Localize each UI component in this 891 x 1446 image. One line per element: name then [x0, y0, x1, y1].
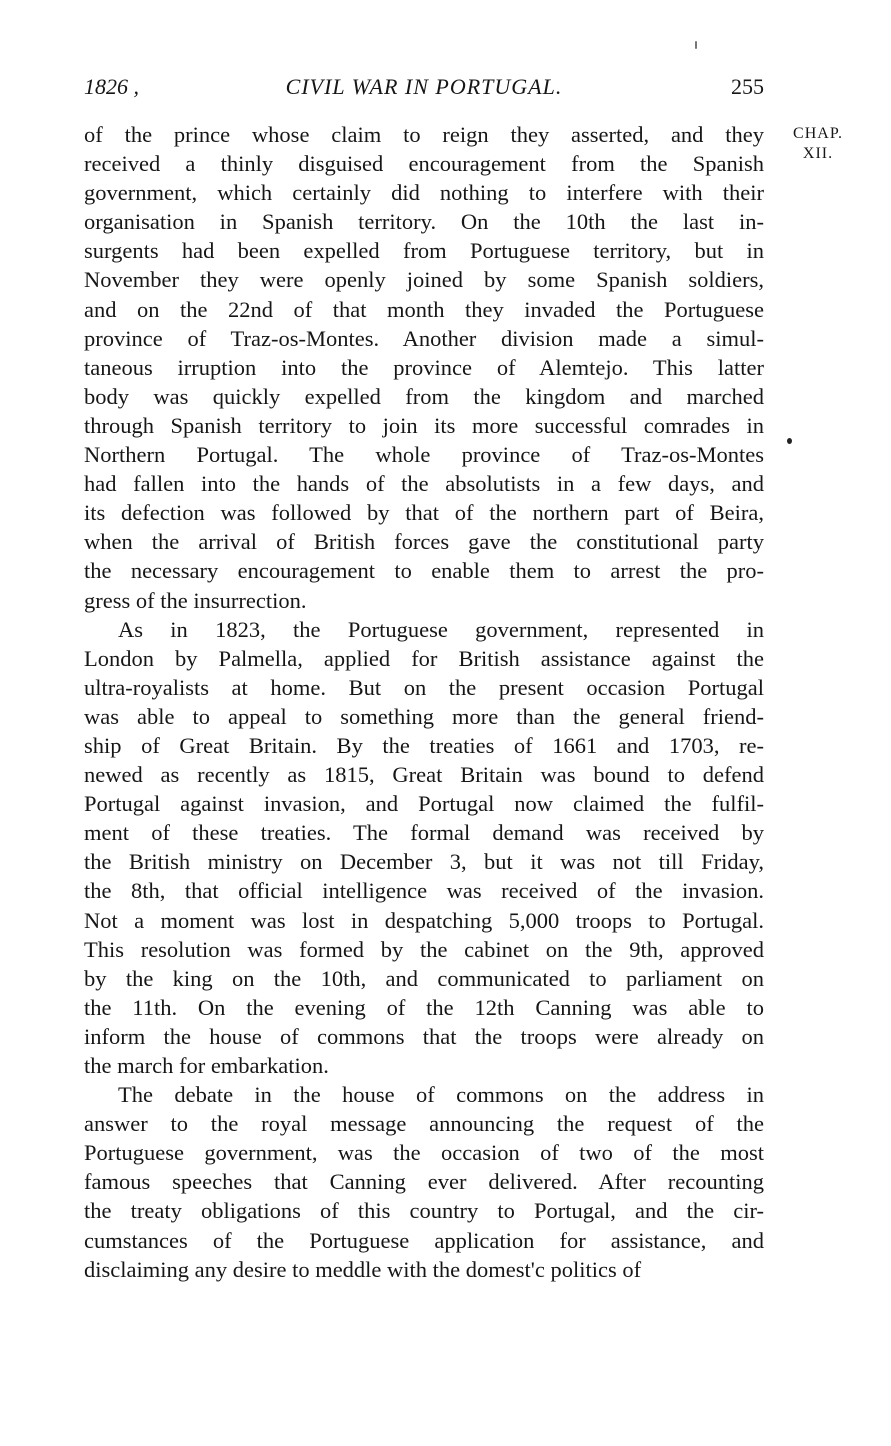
- header-year: 1826 ,: [84, 74, 139, 99]
- text-line: cumstances of the Portuguese application for assistance, and: [84, 1227, 764, 1253]
- text-line: of the prince whose claim to reign they asserted, and they: [84, 122, 764, 147]
- paragraph: [84, 120, 764, 615]
- body-text: [84, 120, 764, 1284]
- text-line: body was quickly expelled from the kingdom and marched: [84, 383, 764, 409]
- paragraph: [84, 1080, 764, 1284]
- paragraph: [84, 615, 764, 1081]
- text-line: and on the 22nd of that month they invaded the Portuguese: [84, 296, 764, 322]
- text-line: ment of these treaties. The formal demand was received by: [84, 820, 764, 846]
- text-line: gress of the insurrection.: [84, 587, 307, 613]
- text-line: answer to the royal message announcing the request of the: [84, 1111, 764, 1137]
- text-line: the treaty obligations of this country to Portugal, and the cir-: [84, 1198, 764, 1224]
- text-line: the 11th. On the evening of the 12th Canning was able to: [84, 994, 764, 1020]
- text-line: organisation in Spanish territory. On the 10th the last in-: [84, 209, 764, 235]
- running-header: [84, 74, 764, 104]
- text-line: Not a moment was lost in despatching 5,000 troops to Portugal.: [84, 907, 764, 933]
- text-line: disclaiming any desire to meddle with the domest'c politics of: [84, 1256, 642, 1282]
- text-line: the 8th, that official intelligence was received of the invasion.: [84, 878, 764, 904]
- text-line: received a thinly disguised encouragement from the Spanish: [84, 151, 764, 177]
- text-line: This resolution was formed by the cabinet on the 9th, approved: [84, 936, 764, 962]
- text-line: The debate in the house of commons on the address in: [118, 1082, 764, 1108]
- margin-note-chap: CHAP.: [793, 125, 843, 142]
- text-line: Portuguese government, was the occasion of two of the most: [84, 1140, 764, 1166]
- text-line: the necessary encouragement to enable them to arrest the pro-: [84, 558, 764, 584]
- text-line: London by Palmella, applied for British assistance against the: [84, 645, 764, 671]
- text-line: the British ministry on December 3, but it was not till Friday,: [84, 849, 764, 875]
- text-line: inform the house of commons that the troops were already on: [84, 1023, 764, 1049]
- text-line: November they were openly joined by some Spanish soldiers,: [84, 267, 764, 293]
- text-line: was able to appeal to something more than the general friend-: [84, 703, 764, 729]
- text-line: ship of Great Britain. By the treaties of 1661 and 1703, re-: [84, 732, 764, 758]
- text-line: ultra-royalists at home. But on the present occasion Portugal: [84, 674, 764, 700]
- text-line: province of Traz-os-Montes. Another division made a simul-: [84, 325, 764, 351]
- ink-speck: [695, 41, 697, 49]
- text-line: Northern Portugal. The whole province of Traz-os-Montes: [84, 442, 764, 468]
- text-line: taneous irruption into the province of Alemtejo. This latter: [84, 354, 764, 380]
- text-line: government, which certainly did nothing to interfere with their: [84, 180, 764, 206]
- text-line: surgents had been expelled from Portuguese territory, but in: [84, 238, 764, 264]
- page-number: 255: [731, 74, 764, 99]
- margin-note-number: XII.: [802, 145, 834, 162]
- running-title: CIVIL WAR IN PORTUGAL.: [285, 74, 563, 99]
- text-line: when the arrival of British forces gave the constitutional party: [84, 529, 764, 555]
- text-line: by the king on the 10th, and communicated to parliament on: [84, 965, 764, 991]
- text-line: its defection was followed by that of the northern part of Beira,: [84, 500, 764, 526]
- text-line: through Spanish territory to join its more successful comrades in: [84, 412, 764, 438]
- text-line: As in 1823, the Portuguese government, represented in: [118, 616, 764, 642]
- text-line: newed as recently as 1815, Great Britain was bound to defend: [84, 762, 764, 788]
- chapter-margin-note: [775, 124, 861, 164]
- text-line: the march for embarkation.: [84, 1053, 329, 1078]
- ink-speck: [787, 438, 792, 444]
- text-line: famous speeches that Canning ever delivered. After recounting: [84, 1169, 764, 1195]
- text-line: had fallen into the hands of the absolutists in a few days, and: [84, 471, 764, 497]
- text-line: Portugal against invasion, and Portugal now claimed the fulfil-: [84, 791, 764, 817]
